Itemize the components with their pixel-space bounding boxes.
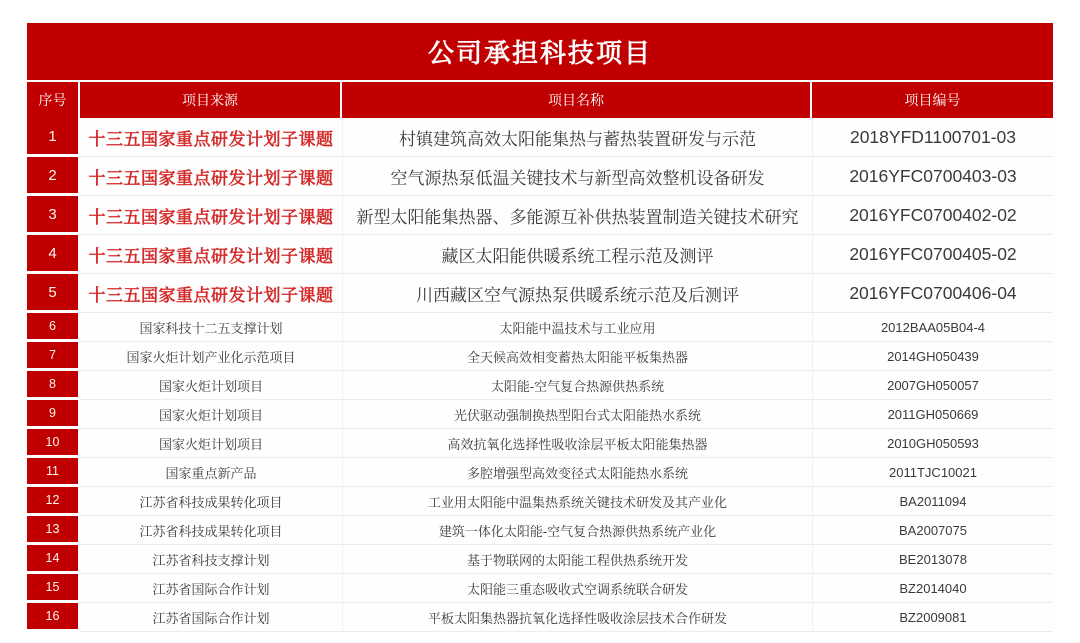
project-name-cell: 太阳能-空气复合热源供热系统	[342, 371, 812, 400]
row-index-cell: 15	[27, 574, 80, 603]
row-index-cell: 16	[27, 603, 80, 632]
table-row	[27, 313, 1053, 342]
table-row	[27, 342, 1053, 371]
project-code-cell: 2010GH050593	[812, 429, 1053, 458]
project-code-cell: 2011GH050669	[812, 400, 1053, 429]
row-index-cell: 12	[27, 487, 80, 516]
table-row	[27, 235, 1053, 274]
column-header-index: 序号	[27, 82, 80, 118]
row-index-cell: 9	[27, 400, 80, 429]
row-index-cell: 7	[27, 342, 80, 371]
project-code-cell: 2016YFC0700405-02	[812, 235, 1053, 274]
table-row	[27, 274, 1053, 313]
project-name-cell: 太阳能三重态吸收式空调系统联合研发	[342, 574, 812, 603]
project-source-cell: 国家火炬计划项目	[80, 429, 342, 458]
project-source-cell: 江苏省科技成果转化项目	[80, 487, 342, 516]
row-index-cell: 6	[27, 313, 80, 342]
table-row	[27, 574, 1053, 603]
table-row	[27, 400, 1053, 429]
project-code-cell: 2007GH050057	[812, 371, 1053, 400]
table-row	[27, 603, 1053, 632]
row-index-cell: 4	[27, 235, 80, 274]
table-row	[27, 487, 1053, 516]
project-source-cell: 十三五国家重点研发计划子课题	[80, 196, 342, 235]
table-row	[27, 458, 1053, 487]
project-source-cell: 国家火炬计划产业化示范项目	[80, 342, 342, 371]
page	[27, 23, 1053, 632]
row-index-cell: 8	[27, 371, 80, 400]
row-index-cell: 10	[27, 429, 80, 458]
table-row	[27, 429, 1053, 458]
project-source-cell: 国家科技十二五支撑计划	[80, 313, 342, 342]
project-code-cell: 2016YFC0700402-02	[812, 196, 1053, 235]
project-code-cell: 2014GH050439	[812, 342, 1053, 371]
row-index-cell: 5	[27, 274, 80, 313]
project-name-cell: 工业用太阳能中温集热系统关键技术研发及其产业化	[342, 487, 812, 516]
table-row	[27, 196, 1053, 235]
project-code-cell: 2012BAA05B04-4	[812, 313, 1053, 342]
row-index-cell: 3	[27, 196, 80, 235]
row-index-cell: 11	[27, 458, 80, 487]
projects-table	[27, 82, 1053, 632]
project-name-cell: 太阳能中温技术与工业应用	[342, 313, 812, 342]
project-name-cell: 光伏驱动强制换热型阳台式太阳能热水系统	[342, 400, 812, 429]
project-source-cell: 江苏省国际合作计划	[80, 574, 342, 603]
project-name-cell: 空气源热泵低温关键技术与新型高效整机设备研发	[342, 157, 812, 196]
project-code-cell: BA2007075	[812, 516, 1053, 545]
project-source-cell: 国家重点新产品	[80, 458, 342, 487]
table-body	[27, 118, 1053, 632]
project-source-cell: 十三五国家重点研发计划子课题	[80, 274, 342, 313]
project-code-cell: BZ2009081	[812, 603, 1053, 632]
project-source-cell: 国家火炬计划项目	[80, 400, 342, 429]
project-source-cell: 十三五国家重点研发计划子课题	[80, 118, 342, 157]
project-source-cell: 江苏省科技成果转化项目	[80, 516, 342, 545]
row-index-cell: 14	[27, 545, 80, 574]
page-title: 公司承担科技项目	[27, 23, 1053, 80]
row-index-cell: 2	[27, 157, 80, 196]
project-source-cell: 十三五国家重点研发计划子课题	[80, 235, 342, 274]
project-name-cell: 全天候高效相变蓄热太阳能平板集热器	[342, 342, 812, 371]
column-header-code: 项目编号	[904, 92, 961, 108]
project-name-cell: 川西藏区空气源热泵供暖系统示范及后测评	[342, 274, 812, 313]
project-name-cell: 新型太阳能集热器、多能源互补供热装置制造关键技术研究	[342, 196, 812, 235]
table-row	[27, 371, 1053, 400]
table-header-row	[27, 82, 1053, 118]
project-name-cell: 村镇建筑高效太阳能集热与蓄热装置研发与示范	[342, 118, 812, 157]
row-index-cell: 13	[27, 516, 80, 545]
project-name-cell: 建筑一体化太阳能-空气复合热源供热系统产业化	[342, 516, 812, 545]
project-name-cell: 藏区太阳能供暖系统工程示范及测评	[342, 235, 812, 274]
project-code-cell: BA2011094	[812, 487, 1053, 516]
project-source-cell: 江苏省科技支撑计划	[80, 545, 342, 574]
column-header-name: 项目名称	[342, 82, 812, 118]
table-row	[27, 157, 1053, 196]
project-source-cell: 江苏省国际合作计划	[80, 603, 342, 632]
project-code-cell: BZ2014040	[812, 574, 1053, 603]
project-source-cell: 国家火炬计划项目	[80, 371, 342, 400]
project-name-cell: 基于物联网的太阳能工程供热系统开发	[342, 545, 812, 574]
project-code-cell: 2011TJC10021	[812, 458, 1053, 487]
project-code-cell: 2016YFC0700403-03	[812, 157, 1053, 196]
project-name-cell: 多腔增强型高效变径式太阳能热水系统	[342, 458, 812, 487]
project-code-cell: 2018YFD1100701-03	[812, 118, 1053, 157]
project-code-cell: BE2013078	[812, 545, 1053, 574]
table-row	[27, 516, 1053, 545]
project-code-cell: 2016YFC0700406-04	[812, 274, 1053, 313]
project-name-cell: 平板太阳集热器抗氧化选择性吸收涂层技术合作研发	[342, 603, 812, 632]
table-row	[27, 545, 1053, 574]
project-source-cell: 十三五国家重点研发计划子课题	[80, 157, 342, 196]
project-name-cell: 高效抗氧化选择性吸收涂层平板太阳能集热器	[342, 429, 812, 458]
row-index-cell: 1	[27, 118, 80, 157]
table-row	[27, 118, 1053, 157]
column-header-source: 项目来源	[80, 82, 342, 118]
